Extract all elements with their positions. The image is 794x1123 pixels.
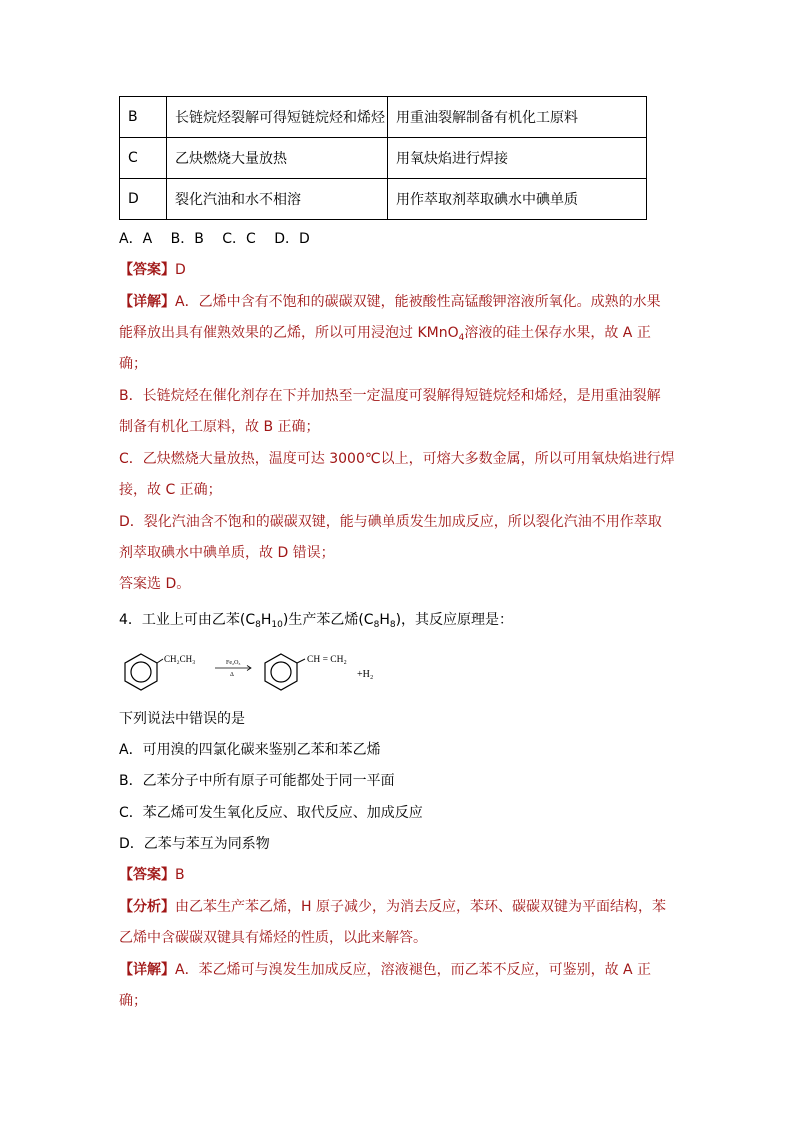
table-cell-letter: C [120, 138, 167, 179]
q4-prompt: 下列说法中错误的是 [119, 711, 245, 727]
catalyst-label: Fe₂O₃ [226, 660, 241, 666]
subscript: 8 [373, 620, 380, 630]
q4-detail-line [119, 960, 651, 980]
detail-text: 能释放出具有催熟效果的乙烯，所以可用浸泡过 KMnO [119, 325, 459, 341]
analysis-text: 由乙苯生产苯乙烯，H 原子减少，为消去反应，苯环、碳碳双键为平面结构，苯 [175, 899, 666, 915]
product-group: CH = CH₂ [307, 655, 347, 665]
table-cell-letter: B [120, 97, 167, 138]
table-cell-fact: 乙炔燃烧大量放热 [167, 138, 388, 179]
table-cell-use: 用作萃取剂萃取碘水中碘单质 [388, 179, 647, 220]
subscript: 8 [389, 620, 396, 630]
q4-option: B．乙苯分子中所有原子可能都处于同一平面 [119, 773, 395, 789]
stem-text: H [260, 612, 272, 628]
q3-choices: A．A B．B C．C D．D [119, 231, 310, 247]
q4-option: C．苯乙烯可发生氧化反应、取代反应、加成反应 [119, 805, 423, 821]
stem-text: )生产苯乙烯(C [282, 612, 374, 628]
q3-detail-line: 制备有机化工原料，故 B 正确； [119, 419, 320, 435]
q3-detail-line [119, 323, 651, 348]
stem-text: )，其反应原理是： [395, 612, 514, 628]
subscript: 8 [255, 620, 261, 630]
table-cell-use: 用重油裂解制备有机化工原料 [388, 97, 647, 138]
table-cell-use: 用氧炔焰进行焊接 [388, 138, 647, 179]
detail-label: 【详解】 [119, 294, 175, 310]
subscript: 10 [271, 620, 283, 630]
q4-answer [119, 865, 185, 885]
answer-value: B [175, 867, 185, 883]
stem-text: H [379, 612, 390, 628]
q3-detail-line: D．裂化汽油含不饱和的碳碳双键，能与碘单质发生加成反应，所以裂化汽油不用作萃取 [119, 514, 662, 530]
answer-label: 【答案】 [119, 867, 175, 883]
table-row [120, 179, 647, 220]
detail-label: 【详解】 [119, 962, 175, 978]
detail-text: A．苯乙烯可与溴发生加成反应，溶液褪色，而乙苯不反应，可鉴别，故 A 正 [175, 962, 652, 978]
q3-answer [119, 260, 186, 280]
table-row [120, 97, 647, 138]
detail-text: 溶液的硅土保存水果，故 A 正 [464, 325, 651, 341]
subscript: 4 [458, 333, 465, 343]
table-cell-fact: 长链烷烃裂解可得短链烷烃和烯烃 [167, 97, 388, 138]
q3-detail-line: B．长链烷烃在催化剂存在下并加热至一定温度可裂解得短链烷烃和烯烃，是用重油裂解 [119, 388, 661, 404]
q3-conclusion: 答案选 D。 [119, 576, 191, 592]
q4-option: A．可用溴的四氯化碳来鉴别乙苯和苯乙烯 [119, 742, 381, 758]
q3-detail-line [119, 292, 661, 312]
benzene-ring-icon [265, 654, 297, 690]
answer-label: 【答案】 [119, 262, 175, 278]
q4-option: D．乙苯与苯互为同系物 [119, 836, 270, 852]
analysis-label: 【分析】 [119, 899, 175, 915]
q4-analysis-line [119, 897, 666, 917]
table-cell-fact: 裂化汽油和水不相溶 [167, 179, 388, 220]
q4-detail-line: 确； [119, 993, 147, 1009]
condition-label: Δ [230, 672, 234, 678]
q3-detail-line: 接，故 C 正确； [119, 482, 222, 498]
table-row [120, 138, 647, 179]
options-table [119, 96, 647, 220]
detail-text: A．乙烯中含有不饱和的碳碳双键，能被酸性高锰酸钾溶液所氧化。成熟的水果 [175, 294, 661, 310]
q3-detail-line: C．乙炔燃烧大量放热，温度可达 3000℃以上，可熔大多数金属，所以可用氧炔焰进行焊 [119, 451, 675, 467]
answer-value: D [175, 262, 186, 278]
stem-text: 4．工业上可由乙苯(C [119, 612, 256, 628]
q3-detail-line: 确； [119, 356, 147, 372]
q4-analysis-line: 乙烯中含碳碳双键具有烯烃的性质，以此来解答。 [119, 930, 427, 946]
reactant-group: CH₂CH₃ [164, 654, 196, 664]
q3-detail-line: 剂萃取碘水中碘单质，故 D 错误； [119, 545, 335, 561]
table-cell-letter: D [120, 179, 167, 220]
reaction-equation [119, 648, 419, 698]
byproduct-label: +H₂ [357, 669, 374, 680]
benzene-ring-icon [125, 654, 157, 690]
q4-stem [119, 610, 513, 635]
